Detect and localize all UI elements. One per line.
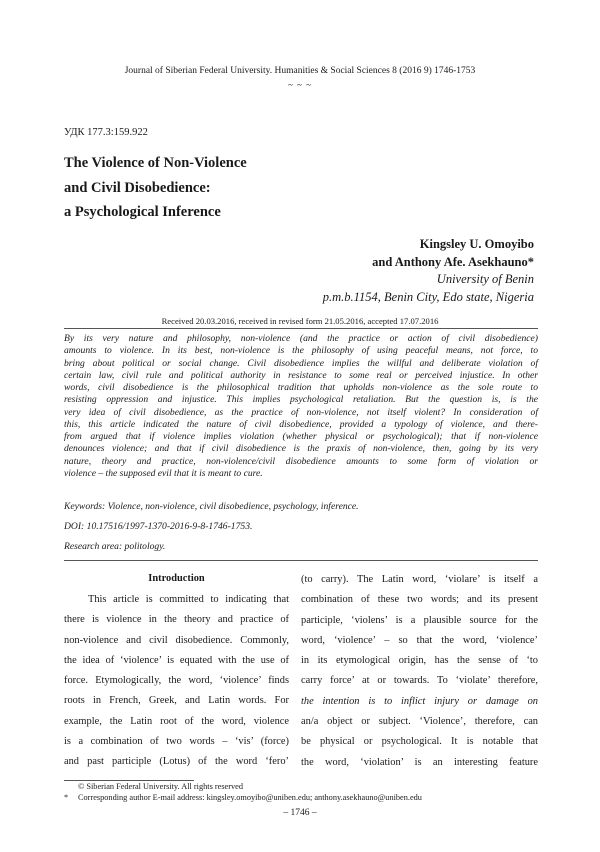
- body-line: in its etymological origin, has the sense of ‘to: [301, 655, 538, 667]
- body-line: carry force’ at or towards. To ‘violate’ therefore,: [301, 675, 538, 687]
- footnote-rule: [64, 780, 194, 781]
- author-line-2: and Anthony Afe. Asekhauno*: [372, 254, 534, 269]
- author-block: [323, 236, 534, 306]
- abstract-line: very idea of civil disobedience, as the practice of non-violence, not itself violent? In consideration of: [64, 406, 538, 418]
- body-column-left: [64, 590, 289, 773]
- author-affiliation: University of Benin: [436, 272, 534, 286]
- body-line: (to carry). The Latin word, ‘violare’ is itself a: [301, 574, 538, 585]
- footnote-corresponding: Corresponding author E-mail address: kingsley.omoyibo@uniben.edu; anthony.asekhauno@uniben.edu: [78, 793, 422, 802]
- body-line: an/a object or subject. ‘Violence’, therefore, can: [301, 716, 538, 728]
- abstract-line: amounts to violence. In its best, non-violence is the philosophy of using peaceful means, not force, to: [64, 345, 538, 357]
- body-line: force. Etymologically, the word, ‘violence’ finds: [64, 675, 289, 687]
- udc-code: УДК 177.3:159.922: [64, 127, 148, 138]
- body-line: there is violence in the theory and practice of: [64, 614, 289, 626]
- author-line-1: Kingsley U. Omoyibo: [419, 237, 534, 251]
- abstract-line: resisting oppression and injustice. This implies psychological retaliation. But the question is, is the: [64, 394, 538, 406]
- footnote-copyright: © Siberian Federal University. All rights reserved: [78, 782, 243, 791]
- title-line-1: The Violence of Non-Violence: [64, 155, 247, 171]
- body-line: participle, ‘violens’ is a plausible source for the: [301, 614, 538, 626]
- abstract-line: violence – the supposed evil that it is meant to cure.: [64, 467, 263, 479]
- keywords: Keywords: Violence, non-violence, civil disobedience, psychology, inference.: [64, 501, 359, 512]
- abstract-line: certain law, civil rule and political authority in resistance to some real or perceived injustice. In other: [64, 369, 538, 381]
- abstract-line: words, civil disobedience is the philosophical tradition that upholds non-violence as the sole route to: [64, 382, 538, 393]
- body-line: be physical or psychological. It is notable that: [301, 736, 538, 748]
- doi: DOI: 10.17516/1997-1370-2016-9-8-1746-1753.: [64, 521, 253, 532]
- abstract-line: denounces violence; and that if civil disobedience is the praxis of non-violence, then, going by its very: [64, 443, 538, 455]
- footnote-marker: *: [64, 793, 69, 802]
- abstract-bottom-rule: [64, 560, 538, 561]
- body-line: the word, ‘violation’ is an interesting feature: [301, 756, 538, 768]
- journal-header: Journal of Siberian Federal University. Humanities & Social Sciences 8 (2016 9) 1746-1753: [124, 66, 476, 76]
- abstract: [64, 333, 538, 480]
- abstract-line: bring about political or social change. Civil disobedience implies the willful and deliberate violation of: [64, 357, 538, 369]
- body-line: and past participle (Lotus) of the word ‘fero’: [64, 756, 289, 768]
- abstract-line: nature, theory and practice, non-violence/civil disobedience amounts to some form of violation or: [64, 455, 538, 467]
- abstract-top-rule: [64, 328, 538, 329]
- body-line: the intention is to inflict injury or damage on: [301, 695, 538, 707]
- body-column-right: [301, 570, 538, 773]
- abstract-line: By its very nature and philosophy, non-violence (and the practice or action of civil disobedience): [64, 333, 538, 344]
- section-heading-introduction: Introduction: [148, 573, 205, 584]
- title-line-2: and Civil Disobedience:: [64, 179, 211, 196]
- body-line: word, ‘violence’ – so that the word, ‘violence’: [301, 634, 538, 646]
- body-line: the idea of ‘violence’ is equated with the use of: [64, 654, 289, 666]
- page-number: – 1746 –: [283, 808, 317, 818]
- header-separator: ~ ~ ~: [287, 80, 313, 90]
- body-line: non-violence and civil disobedience. Commonly,: [64, 634, 289, 646]
- body-line: example, the Latin root of the word, violence: [64, 715, 289, 727]
- received-dates: Received 20.03.2016, received in revised form 21.05.2016, accepted 17.07.2016: [161, 316, 439, 326]
- body-line: This article is committed to indicating that: [88, 594, 289, 605]
- author-address: p.m.b.1154, Benin City, Edo state, Nigeria: [322, 289, 534, 304]
- abstract-line: this, this article indicated the nature of civil disobedience, provided a typology of violence, and there-: [64, 418, 538, 430]
- body-line: combination of these two words; and its present: [301, 594, 538, 606]
- research-area: Research area: politology.: [64, 541, 166, 552]
- body-line: roots in French, Greek, and Latin words. For: [64, 695, 289, 707]
- page-title: [64, 151, 364, 225]
- title-line-3: a Psychological Inference: [64, 204, 221, 220]
- body-line: is a combination of two words – ‘vis’ (force): [64, 736, 289, 748]
- abstract-line: from argued that if violence implies violation (whether physical or psychological); that if non-violence: [64, 431, 538, 442]
